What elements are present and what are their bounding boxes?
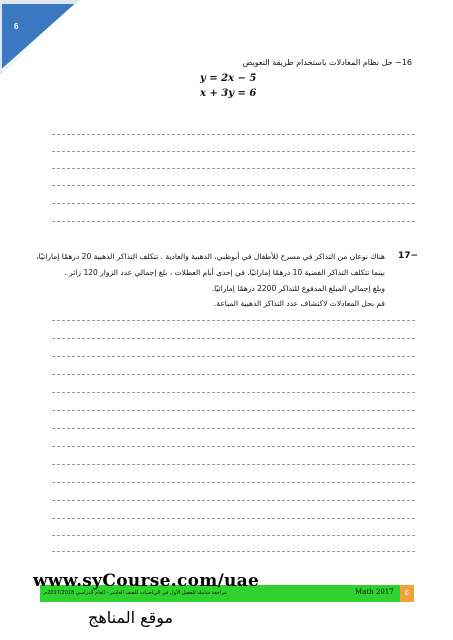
question-17-line-2: بينما تتكلف التذاكر الفضية 10 درهمًا إماراتيًا. في إحدى أيام العطلات ، بلغ إجمالي عدد الزوار 120 زائر .: [64, 268, 385, 277]
answer-line: [52, 320, 415, 321]
watermark-arabic: موقع المناهج: [88, 608, 174, 627]
corner-page-tab: [0, 0, 80, 75]
answer-line: [52, 551, 415, 552]
footer-page-number: 6: [400, 585, 414, 602]
answer-line: [52, 356, 415, 357]
footer-arabic-text: مراجعة شاملة للفصل الأول في الرياضيات للصف العاشر - العام الدراسي 2017/2018م: [44, 590, 227, 596]
answer-line: [52, 185, 415, 186]
question-17-number: 17−: [398, 251, 419, 261]
footer-math-label: Math 2017: [355, 588, 394, 596]
answer-line: [52, 446, 415, 447]
corner-page-number: 6: [14, 22, 19, 31]
answer-line: [52, 221, 415, 222]
question-16-text: 16− حل نظام المعادلات باستخدام طريقة التعويض: [242, 58, 412, 67]
answer-line: [52, 338, 415, 339]
answer-line: [52, 410, 415, 411]
answer-line: [52, 535, 415, 536]
answer-line: [52, 464, 415, 465]
answer-line: [52, 482, 415, 483]
answer-line: [52, 518, 415, 519]
question-17-line-4: قم بحل المعادلات لاكتشاف عدد التذاكر الذهبية المباعة.: [213, 299, 385, 308]
watermark-url[interactable]: www.syCourse.com/uae: [33, 571, 260, 591]
equation-2: x + 3y = 6: [200, 88, 257, 99]
answer-line: [52, 374, 415, 375]
equation-1: y = 2x − 5: [200, 73, 257, 84]
answer-line: [52, 151, 415, 152]
question-17-line-3: وبلغ إجمالي المبلغ المدفوع للتذاكر 2200 درهمًا إماراتيًا.: [211, 284, 385, 293]
question-17-line-1: هناك نوعان من التذاكر في مسرح للأطفال في أبوظبي، الذهبية والعادية . تتكلف التذاكر الذهبية 20 درهمًا إماراتيًا،: [36, 252, 385, 261]
answer-line: [52, 500, 415, 501]
answer-line: [52, 168, 415, 169]
answer-line: [52, 392, 415, 393]
answer-line: [52, 203, 415, 204]
answer-line: [52, 134, 415, 135]
answer-line: [52, 428, 415, 429]
